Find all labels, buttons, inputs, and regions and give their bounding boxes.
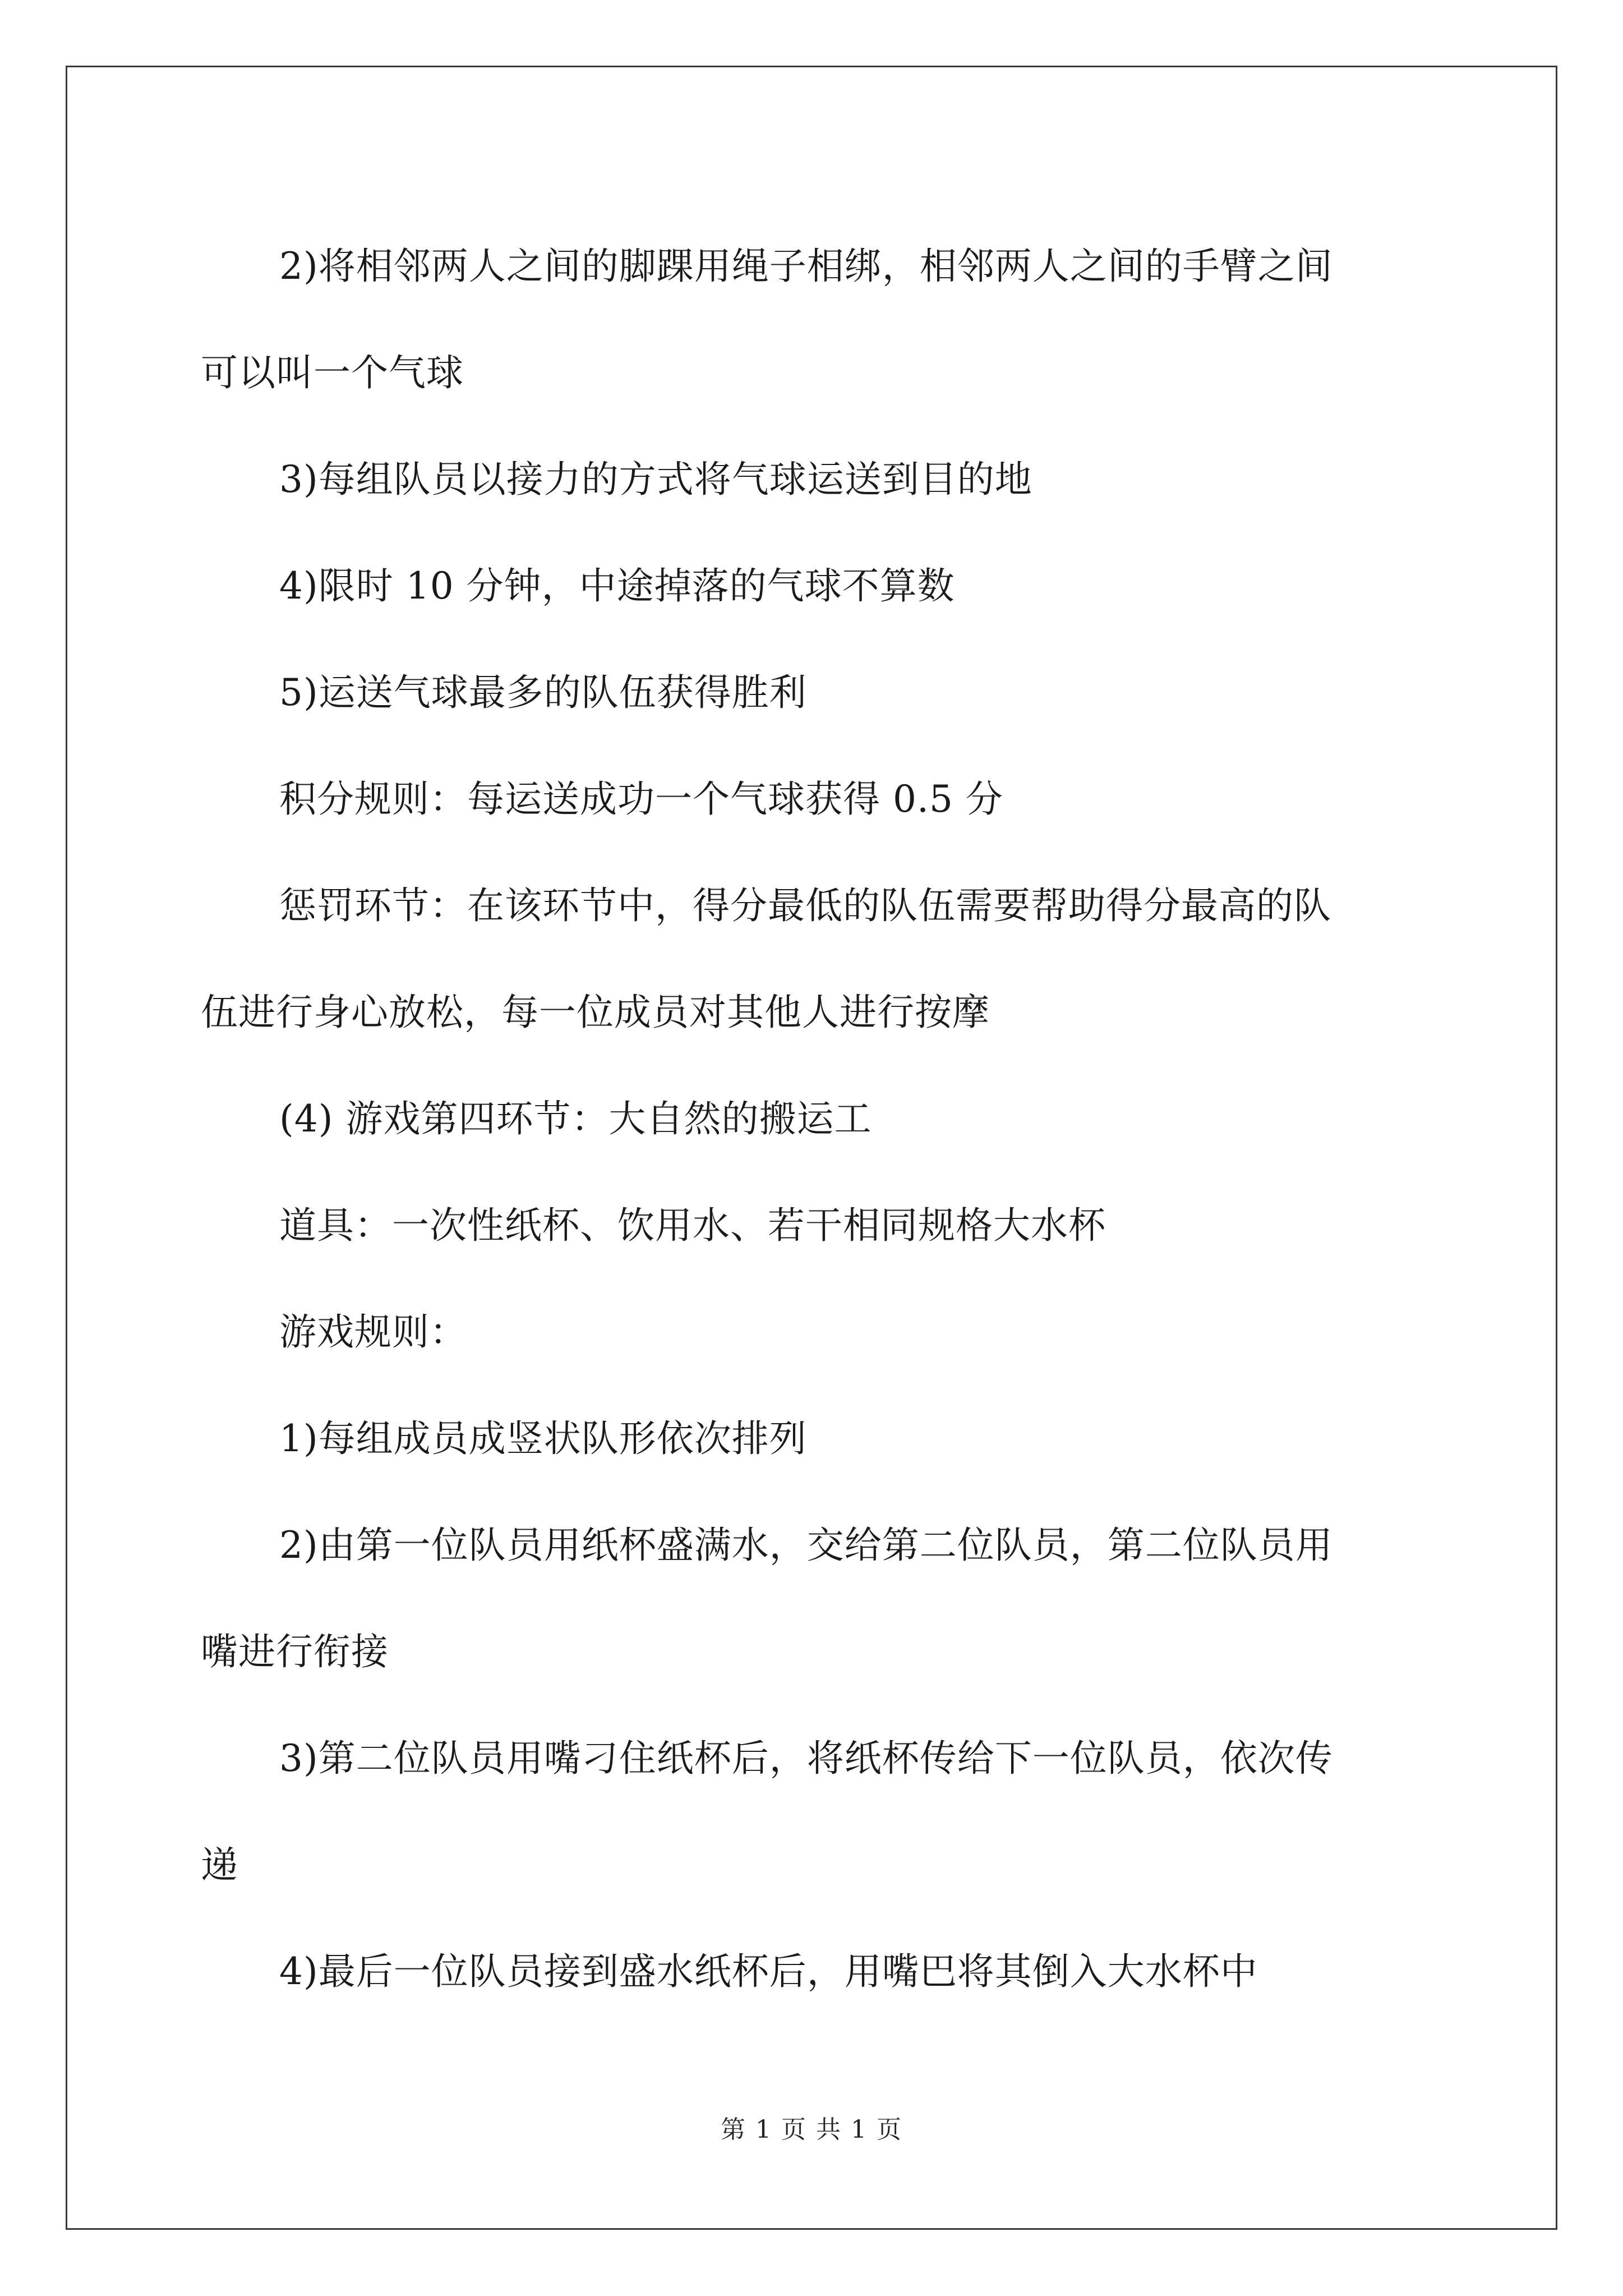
paragraph-continuation: 伍进行身心放松，每一位成员对其他人进行按摩 — [201, 991, 990, 1034]
document-body — [201, 213, 1435, 2025]
paragraph-continuation: 嘴进行衔接 — [201, 1630, 389, 1673]
paragraph-continuation: 可以叫一个气球 — [201, 351, 464, 394]
paragraph: 4)限时 10 分钟，中途掉落的气球不算数 — [279, 564, 955, 608]
paragraph: 2)将相邻两人之间的脚踝用绳子相绑，相邻两人之间的手臂之间 — [279, 245, 1333, 288]
paragraph: 游戏规则： — [279, 1310, 467, 1354]
paragraph: 5)运送气球最多的队伍获得胜利 — [279, 671, 807, 714]
paragraph: 3)第二位队员用嘴刁住纸杯后，将纸杯传给下一位队员，依次传 — [279, 1737, 1333, 1780]
paragraph-continuation: 递 — [201, 1843, 238, 1887]
paragraph: 惩罚环节：在该环节中，得分最低的队伍需要帮助得分最高的队 — [279, 884, 1331, 927]
paragraph: 道具：一次性纸杯、饮用水、若干相同规格大水杯 — [279, 1204, 1106, 1247]
section-heading: (4) 游戏第四环节：大自然的搬运工 — [279, 1097, 872, 1140]
paragraph: 2)由第一位队员用纸杯盛满水，交给第二位队员，第二位队员用 — [279, 1524, 1333, 1567]
paragraph: 3)每组队员以接力的方式将气球运送到目的地 — [279, 458, 1032, 501]
paragraph: 积分规则：每运送成功一个气球获得 0.5 分 — [279, 777, 1003, 821]
paragraph: 4)最后一位队员接到盛水纸杯后，用嘴巴将其倒入大水杯中 — [279, 1950, 1258, 1993]
page-number: 第 1 页 共 1 页 — [721, 2115, 902, 2144]
paragraph: 1)每组成员成竖状队形依次排列 — [279, 1417, 807, 1460]
